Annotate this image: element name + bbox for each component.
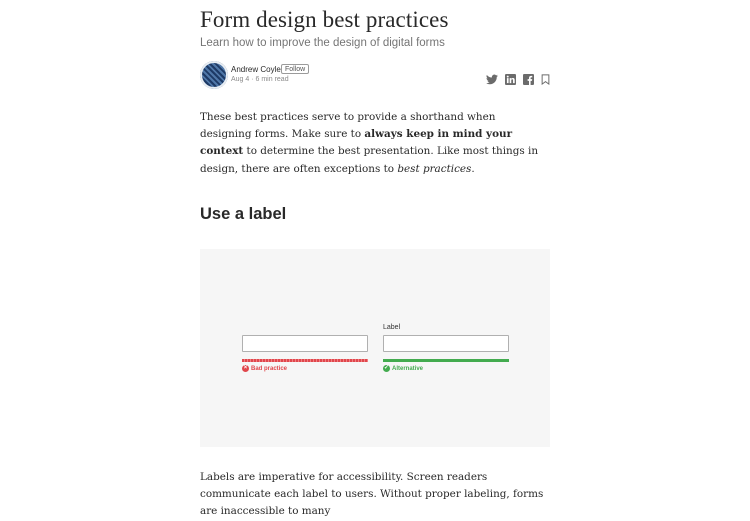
share-bar xyxy=(486,74,550,85)
check-icon: ✓ xyxy=(383,365,390,371)
author-name[interactable]: Andrew Coyle xyxy=(231,65,281,74)
bookmark-icon[interactable] xyxy=(541,74,550,85)
alternative-caption xyxy=(383,365,423,372)
intro-paragraph xyxy=(200,109,550,178)
author-row xyxy=(200,61,550,91)
bad-practice-input xyxy=(242,335,368,352)
avatar[interactable] xyxy=(200,61,228,89)
facebook-icon[interactable] xyxy=(523,74,534,85)
article-meta: Aug 4 · 6 min read xyxy=(231,76,289,83)
linkedin-icon[interactable] xyxy=(505,74,516,85)
twitter-icon[interactable] xyxy=(486,74,498,85)
follow-button[interactable]: Follow xyxy=(281,64,309,74)
alternative-input xyxy=(383,335,509,352)
labels-paragraph: Labels are imperative for accessibility. Screen readers communicate each label to users. Without proper labeling, forms are inaccessible to many xyxy=(200,471,544,518)
alternative-label: Alternative xyxy=(392,365,424,372)
intro-text-2: to determine the best presentation. Like most things in design, there are often exceptions to xyxy=(200,145,539,175)
article-subtitle: Learn how to improve the design of digital forms xyxy=(200,37,445,49)
intro-italic: best practices xyxy=(397,162,472,175)
bad-practice-bar xyxy=(242,359,368,362)
alternative-bar xyxy=(383,359,509,362)
error-icon: × xyxy=(243,365,248,371)
intro-text-3: . xyxy=(471,162,475,175)
intro-bold: always keep in mind your context xyxy=(200,128,513,158)
article-title: Form design best practices xyxy=(200,7,449,32)
bad-practice-label: Bad practice xyxy=(251,365,288,372)
label-example-figure xyxy=(200,249,550,447)
field-label: Label xyxy=(383,324,401,331)
bad-practice-caption xyxy=(242,365,287,372)
section-heading: Use a label xyxy=(200,205,287,223)
intro-text-1: These best practices serve to provide a shorthand when designing forms. Make sure to xyxy=(200,111,496,141)
